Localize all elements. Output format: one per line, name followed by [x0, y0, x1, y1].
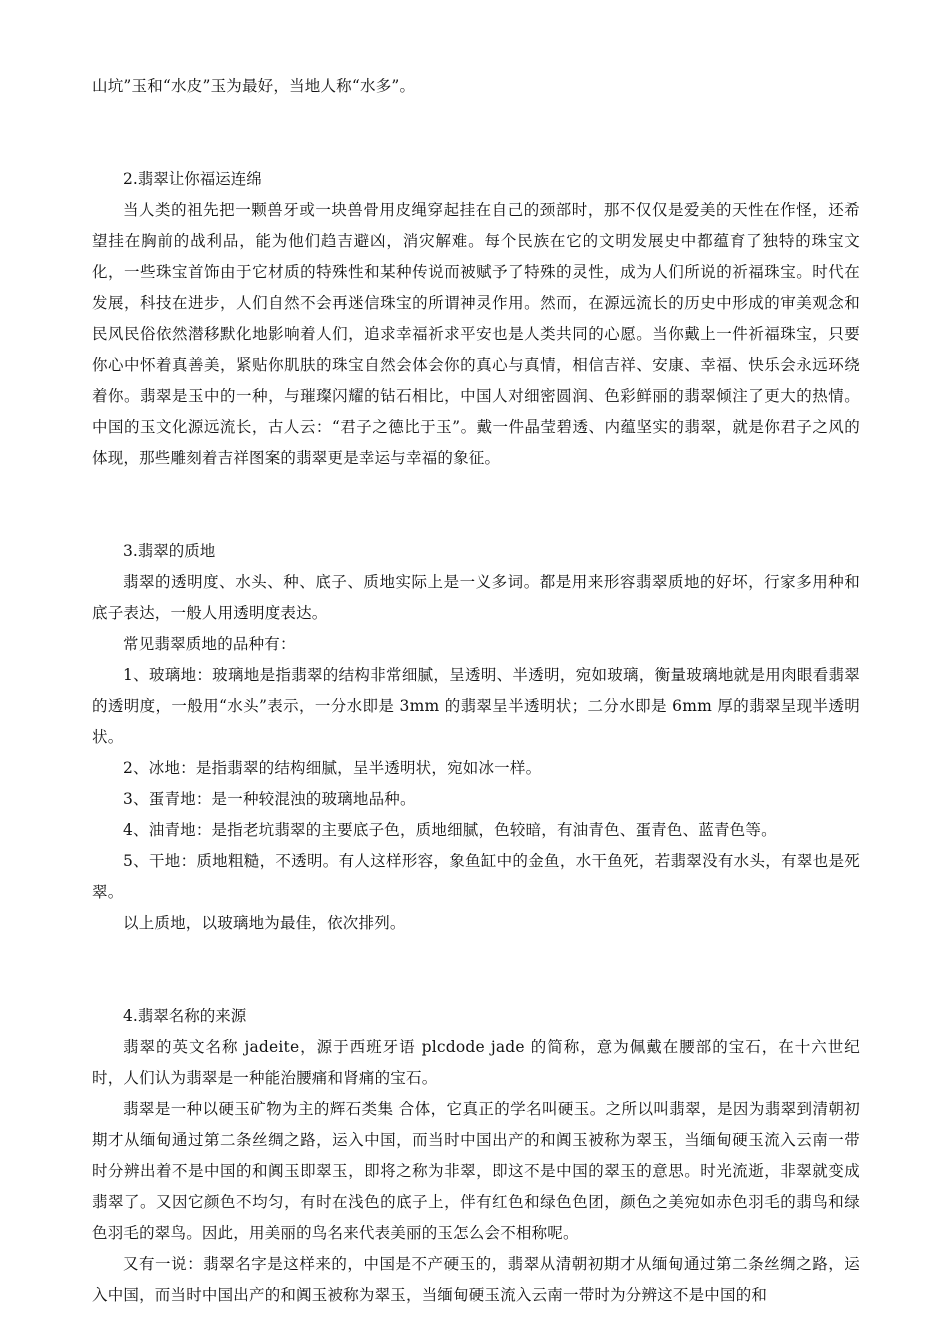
section-spacer [92, 102, 860, 164]
paragraph: 当人类的祖先把一颗兽牙或一块兽骨用皮绳穿起挂在自己的颈部时，那不仅仅是爱美的天性在作怪，还希望挂在胸前的战利品，能为他们趋吉避凶，消灾解难。每个民族在它的文明发展史中都蕴育了独特的珠宝文化，一些珠宝首饰由于它材质的特殊性和某种传说而被赋予了特殊的灵性，成为人们所说的祈福珠宝。时代在发展，科技在进步，人们自然不会再迷信珠宝的所谓神灵作用。然而，在源远流长的历史中形成的审美观念和民风民俗依然潜移默化地影响着人们，追求幸福祈求平安也是人类共同的心愿。当你戴上一件祈福珠宝，只要你心中怀着真善美，紧贴你肌肤的珠宝自然会体会你的真心与真情，相信吉祥、安康、幸福、快乐会永远环绕着你。翡翠是玉中的一种，与璀璨闪耀的钻石相比，中国人对细密圆润、色彩鲜丽的翡翠倾注了更大的热情。中国的玉文化源远流长，古人云：“君子之德比于玉”。戴一件晶莹碧透、内蕴坚实的翡翠，就是你君子之风的体现，那些雕刻着吉祥图案的翡翠更是幸运与幸福的象征。 [92, 201, 860, 467]
section-heading: 3.翡翠的质地 [123, 542, 216, 560]
list-item-dry: 5、干地：质地粗糙，不透明。有人这样形容，象鱼缸中的金鱼，水干鱼死，若翡翠没有水头，有翠也是死翠。 [92, 852, 860, 901]
section-texture [92, 536, 860, 939]
paragraph: 以上质地，以玻璃地为最佳，依次排列。 [123, 914, 406, 932]
intro-fragment: 山坑”玉和“水皮”玉为最好，当地人称“水多”。 [92, 77, 416, 95]
paragraph: 常见翡翠质地的品种有： [123, 635, 296, 653]
list-item-ice: 2、冰地：是指翡翠的结构细腻，呈半透明状，宛如冰一样。 [123, 759, 542, 777]
section-spacer [92, 474, 860, 536]
section-name-origin [92, 1001, 860, 1311]
paragraph: 翡翠的英文名称 jadeite，源于西班牙语 plcdode jade 的简称，意为佩戴在腰部的宝石，在十六世纪时，人们认为翡翠是一种能治腰痛和肾痛的宝石。 [92, 1038, 860, 1087]
list-item-glass: 1、玻璃地：玻璃地是指翡翠的结构非常细腻，呈透明、半透明，宛如玻璃，衡量玻璃地就是用肉眼看翡翠的透明度，一般用“水头”表示，一分水即是 3mm 的翡翠呈半透明状；二分水即是 6mm 厚的翡翠呈现半透明状。 [92, 666, 860, 746]
section-fortune [92, 164, 860, 474]
list-item-oil-green: 4、油青地：是指老坑翡翠的主要底子色，质地细腻，色较暗，有油青色、蛋青色、蓝青色等。 [123, 821, 777, 839]
list-item-egg-green: 3、蛋青地：是一种较混浊的玻璃地品种。 [123, 790, 416, 808]
paragraph: 翡翠的透明度、水头、种、底子、质地实际上是一义多词。都是用来形容翡翠质地的好坏，行家多用种和底子表达，一般人用透明度表达。 [92, 573, 860, 622]
document-body [92, 71, 860, 1311]
paragraph: 又有一说：翡翠名字是这样来的，中国是不产硬玉的，翡翠从清朝初期才从缅甸通过第二条丝绸之路，运入中国，而当时中国出产的和阗玉被称为翠玉，当缅甸硬玉流入云南一带时为分辨这不是中国的和 [92, 1255, 860, 1304]
section-heading: 2.翡翠让你福运连绵 [123, 170, 262, 188]
paragraph: 翡翠是一种以硬玉矿物为主的辉石类集 合体，它真正的学名叫硬玉。之所以叫翡翠，是因为翡翠到清朝初期才从缅甸通过第二条丝绸之路，运入中国，而当时中国出产的和阗玉被称为翠玉，当缅甸硬玉流入云南一带时分辨出着不是中国的和阗玉即翠玉，即将之称为非翠，即这不是中国的翠玉的意思。时光流逝，非翠就变成翡翠了。又因它颜色不均匀，有时在浅色的底子上，伴有红色和绿色色团，颜色之美宛如赤色羽毛的翡鸟和绿色羽毛的翠鸟。因此，用美丽的鸟名来代表美丽的玉怎么会不相称呢。 [92, 1100, 860, 1242]
section-heading: 4.翡翠名称的来源 [123, 1007, 247, 1025]
section-spacer [92, 939, 860, 1001]
